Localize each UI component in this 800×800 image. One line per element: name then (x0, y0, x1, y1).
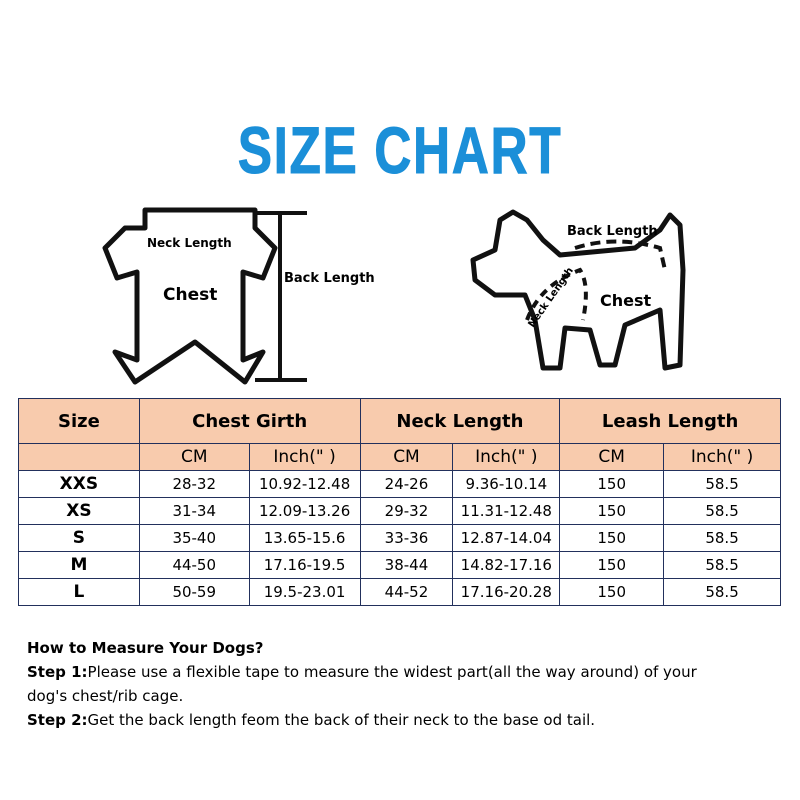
value-cell: 44-52 (360, 579, 453, 606)
value-cell: 58.5 (664, 498, 781, 525)
value-cell: 9.36-10.14 (453, 471, 560, 498)
value-cell: 13.65-15.6 (249, 525, 360, 552)
subheader: Inch(" ) (664, 444, 781, 471)
value-cell: 58.5 (664, 552, 781, 579)
dog-neck-length-label: Neck Length (526, 265, 576, 330)
value-cell: 58.5 (664, 525, 781, 552)
value-cell: 28-32 (139, 471, 249, 498)
table-row (19, 498, 781, 525)
value-cell: 150 (560, 525, 664, 552)
value-cell: 17.16-20.28 (453, 579, 560, 606)
table-row (19, 552, 781, 579)
value-cell: 150 (560, 498, 664, 525)
value-cell: 50-59 (139, 579, 249, 606)
value-cell: 150 (560, 552, 664, 579)
table-subheader-row (19, 444, 781, 471)
size-cell: S (19, 525, 140, 552)
value-cell: 44-50 (139, 552, 249, 579)
subheader: CM (560, 444, 664, 471)
value-cell: 58.5 (664, 579, 781, 606)
subheader: CM (360, 444, 453, 471)
instructions-heading: How to Measure Your Dogs? (27, 639, 264, 657)
step1-text: Please use a flexible tape to measure the widest part(all the way around) of your (87, 663, 697, 681)
subheader: Inch(" ) (249, 444, 360, 471)
size-cell: L (19, 579, 140, 606)
value-cell: 14.82-17.16 (453, 552, 560, 579)
back-length-label: Back Length (284, 271, 375, 286)
value-cell: 33-36 (360, 525, 453, 552)
page-title: SIZE CHART (237, 113, 563, 187)
size-cell: M (19, 552, 140, 579)
dog-chest-label: Chest (600, 291, 652, 310)
header-chest-girth: Chest Girth (139, 399, 360, 444)
value-cell: 24-26 (360, 471, 453, 498)
value-cell: 58.5 (664, 471, 781, 498)
step2-label: Step 2: (27, 711, 88, 729)
clothing-diagram (95, 200, 385, 390)
table-row (19, 471, 781, 498)
dog-diagram (465, 200, 705, 380)
value-cell: 17.16-19.5 (249, 552, 360, 579)
value-cell: 35-40 (139, 525, 249, 552)
value-cell: 150 (560, 471, 664, 498)
size-cell: XS (19, 498, 140, 525)
subheader-empty (19, 444, 140, 471)
neck-length-label: Neck Length (147, 236, 232, 250)
subheader: Inch(" ) (453, 444, 560, 471)
size-cell: XXS (19, 471, 140, 498)
step1-label: Step 1: (27, 663, 88, 681)
value-cell: 31-34 (139, 498, 249, 525)
value-cell: 12.87-14.04 (453, 525, 560, 552)
value-cell: 38-44 (360, 552, 453, 579)
header-size: Size (19, 399, 140, 444)
table-row (19, 579, 781, 606)
header-neck-length: Neck Length (360, 399, 560, 444)
subheader: CM (139, 444, 249, 471)
table-row (19, 525, 781, 552)
value-cell: 150 (560, 579, 664, 606)
value-cell: 19.5-23.01 (249, 579, 360, 606)
step1-text-cont: dog's chest/rib cage. (27, 687, 184, 705)
header-leash-length: Leash Length (560, 399, 781, 444)
value-cell: 11.31-12.48 (453, 498, 560, 525)
measure-instructions (27, 636, 697, 732)
value-cell: 29-32 (360, 498, 453, 525)
value-cell: 10.92-12.48 (249, 471, 360, 498)
value-cell: 12.09-13.26 (249, 498, 360, 525)
size-table (18, 398, 781, 606)
table-header-row (19, 399, 781, 444)
step2-text: Get the back length feom the back of their neck to the base od tail. (87, 711, 596, 729)
dog-back-length-label: Back Length (567, 224, 658, 239)
chest-label: Chest (163, 285, 218, 305)
